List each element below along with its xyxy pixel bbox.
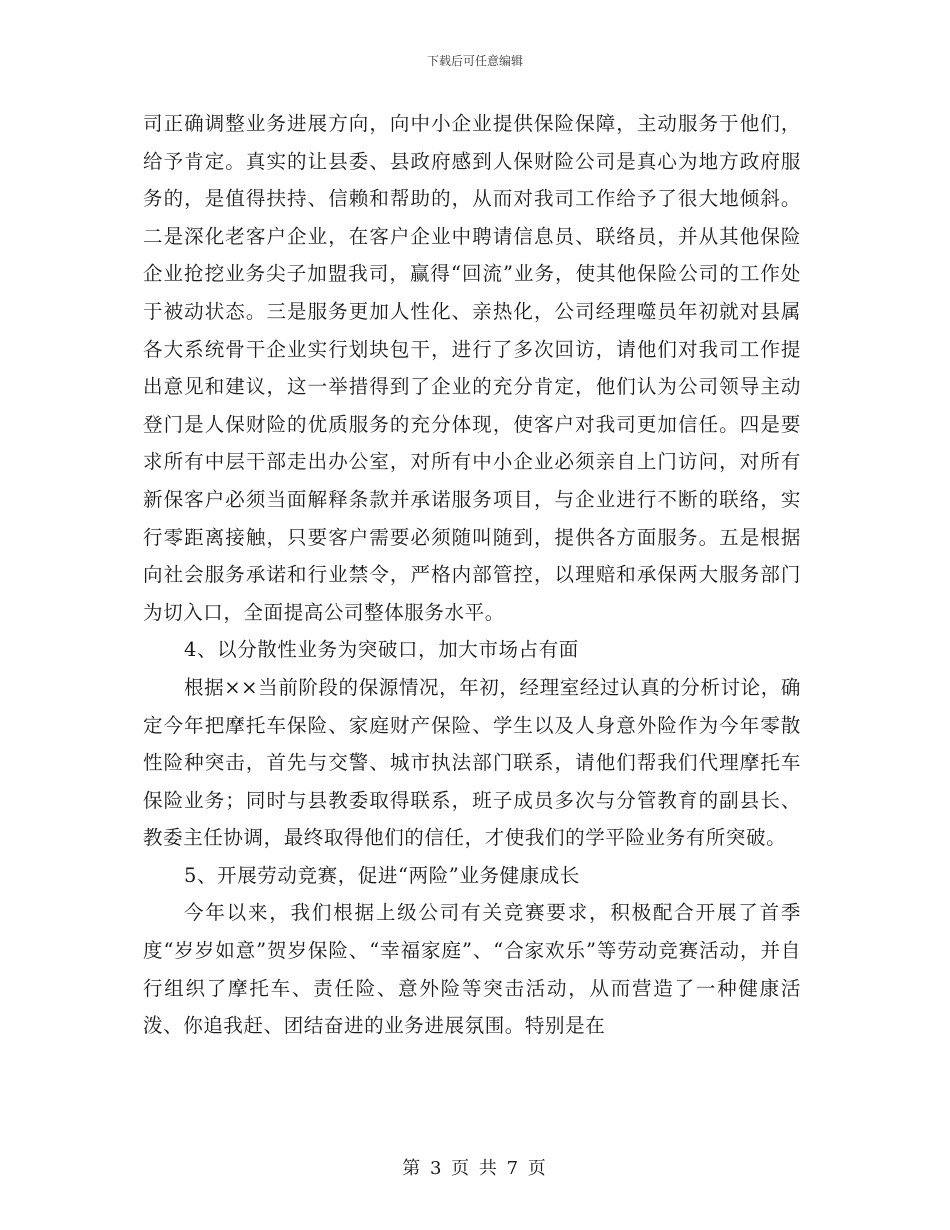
section-heading-4: 4、以分散性业务为突破口，加大市场占有面 — [184, 638, 579, 662]
page-number-footer: 第 3 页 共 7 页 — [402, 1158, 548, 1179]
paragraph-section-5: 今年以来，我们根据上级公司有关竞赛要求，积极配合开展了首季度“岁岁如意”贺岁保险、“幸福家庭”、“合家欢乐”等劳动竞赛活动，并自行组织了摩托车、责任险、意外险等突击活动，从而营造了一种健康活泼、你追我赶、团结奋进的业务进展氛围。特别是在 — [143, 901, 801, 1038]
section-heading-5: 5、开展劳动竞赛，促进“两险”业务健康成长 — [184, 863, 580, 887]
page-header: 下载后可任意编辑 — [426, 54, 523, 68]
document-body — [143, 105, 801, 1045]
paragraph-continuation: 司正确调整业务进展方向，向中小企业提供保险保障，主动服务于他们，给予肯定。真实的让县委、县政府感到人保财险公司是真心为地方政府服务的，是值得扶持、信赖和帮助的，从而对我司工作给予了很大地倾斜。二是深化老客户企业，在客户企业中聘请信息员、联络员，并从其他保险企业抢挖业务尖子加盟我司，赢得“回流”业务，使其他保险公司的工作处于被动状态。三是服务更加人性化、亲热化，公司经理噬员年初就对县属各大系统骨干企业实行划块包干，进行了多次回访，请他们对我司工作提出意见和建议，这一举措得到了企业的充分肯定，他们认为公司领导主动登门是人保财险的优质服务的充分体现，使客户对我司更加信任。四是要求所有中层干部走出办公室，对所有中小企业必须亲自上门访问，对所有新保客户必须当面解释条款并承诺服务项目，与企业进行不断的联络，实行零距离接触，只要客户需要必须随叫随到，提供各方面服务。五是根据向社会服务承诺和行业禁令，严格内部管控，以理赔和承保两大服务部门为切入口，全面提高公司整体服务水平。 — [143, 112, 801, 624]
paragraph-section-4: 根据××当前阶段的保源情况，年初，经理室经过认真的分析讨论，确定今年把摩托车保险、家庭财产保险、学生以及人身意外险作为今年零散性险种突击，首先与交警、城市执法部门联系，请他们帮我们代理摩托车保险业务；同时与县教委取得联系，班子成员多次与分管教育的副县长、教委主任协调，最终取得他们的信任，才使我们的学平险业务有所突破。 — [143, 675, 801, 850]
